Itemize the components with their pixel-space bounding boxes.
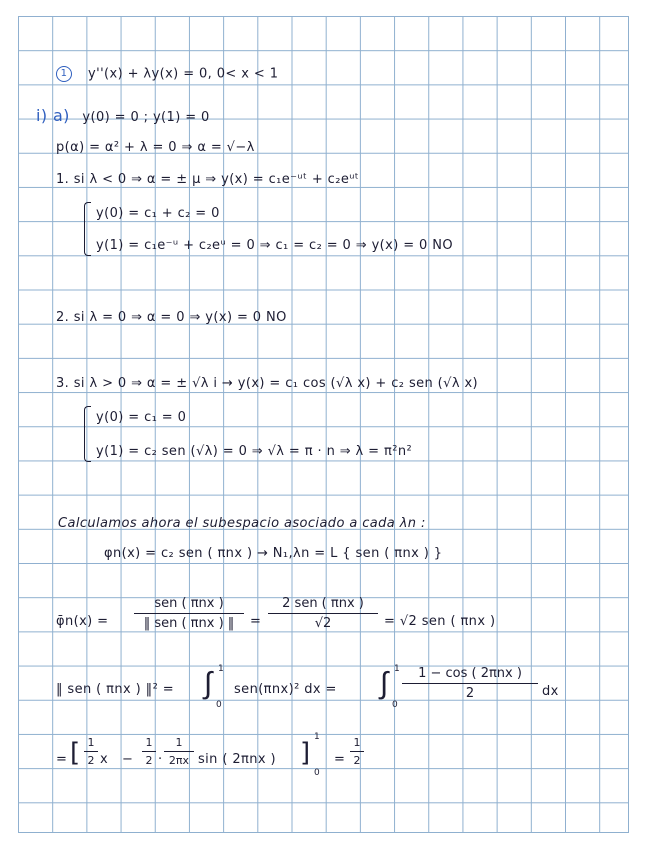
final-equals: =	[56, 752, 68, 767]
case3-system-line2: y(1) = c₂ sen (√λ) = 0 ⇒ √λ = π · n ⇒ λ = π²n²	[96, 444, 413, 459]
integral-sign-1: ∫	[204, 666, 213, 701]
problem-number-badge: 1	[56, 66, 72, 82]
problem-line	[56, 66, 278, 82]
final-result-numerator: 1	[353, 736, 361, 749]
ode-equation: y''(x) + λy(x) = 0, 0< x < 1	[88, 66, 279, 82]
subspace-intro: Calculamos ahora el subespacio asociado a cada λn :	[58, 516, 426, 531]
final-result-fraction	[350, 736, 364, 767]
case1-bracket	[84, 202, 91, 256]
left-bracket: [	[70, 738, 81, 768]
final-x: x	[100, 752, 108, 767]
final-term2a-fraction	[142, 736, 156, 767]
boundary-line	[36, 106, 210, 125]
final-term2b-bar	[164, 751, 194, 752]
final-result-bar	[350, 751, 364, 752]
final-term1-denominator: 2	[87, 754, 95, 767]
normalized-lhs: φ̄n(x) =	[56, 614, 109, 629]
final-term2a-bar	[142, 751, 156, 752]
frac1-bar	[134, 613, 244, 614]
eval-lower-limit: 0	[314, 768, 320, 778]
right-bracket: ]	[300, 738, 311, 768]
final-term2a-denominator: 2	[145, 754, 153, 767]
frac2-numerator: 2 sen ( πnx )	[282, 596, 364, 611]
integral-fraction	[402, 666, 538, 701]
integral2-lower-limit: 0	[392, 700, 398, 710]
equals-sign-1: =	[250, 614, 261, 629]
case3-header: 3. si λ > 0 ⇒ α = ± √λ i → y(x) = c₁ cos (√λ x) + c₂ sen (√λ x)	[56, 376, 479, 391]
final-dot: ·	[158, 752, 163, 767]
integral-middle: sen(πnx)² dx =	[234, 682, 337, 697]
frac2-bar	[268, 613, 378, 614]
part-label: i) a)	[36, 106, 70, 125]
final-term1-numerator: 1	[87, 736, 95, 749]
final-term2b-numerator: 1	[175, 736, 183, 749]
normalization-fraction-1	[134, 596, 244, 631]
final-term1-bar	[84, 751, 98, 752]
integral-lhs: ‖ sen ( πnx ) ‖² =	[56, 682, 175, 697]
integral2-upper-limit: 1	[394, 664, 400, 674]
integral-sign-2: ∫	[380, 666, 389, 701]
final-minus: −	[122, 752, 133, 767]
frac1-denominator: ‖ sen ( πnx ) ‖	[143, 616, 235, 631]
case2-line: 2. si λ = 0 ⇒ α = 0 ⇒ y(x) = 0 NO	[56, 310, 287, 325]
case1-header: 1. si λ < 0 ⇒ α = ± μ ⇒ y(x) = c₁e⁻ᵘᵗ + c₂eᵘᵗ	[56, 172, 360, 187]
frac1-numerator: sen ( πnx )	[154, 596, 224, 611]
integral1-upper-limit: 1	[218, 664, 224, 674]
eigenfunction-line: φn(x) = c₂ sen ( πnx ) → N₁,λn = L { sen ( πnx ) }	[104, 546, 443, 561]
integral-frac-denominator: 2	[465, 686, 475, 701]
grid-paper-page	[18, 16, 629, 833]
integral-frac-numerator: 1 − cos ( 2πnx )	[418, 666, 522, 681]
integral1-lower-limit: 0	[216, 700, 222, 710]
final-term1-fraction	[84, 736, 98, 767]
case3-system-line1: y(0) = c₁ = 0	[96, 410, 187, 425]
final-result-denominator: 2	[353, 754, 361, 767]
boundary-conditions: y(0) = 0 ; y(1) = 0	[82, 110, 210, 125]
final-term2a-numerator: 1	[145, 736, 153, 749]
final-result-equals: =	[334, 752, 345, 767]
frac2-denominator: √2	[314, 616, 332, 631]
case1-system-line2: y(1) = c₁e⁻ᵘ + c₂eᵘ = 0 ⇒ c₁ = c₂ = 0 ⇒ y(x) = 0 NO	[96, 238, 454, 253]
final-term2b-fraction	[164, 736, 194, 767]
integral-dx: dx	[542, 684, 559, 699]
characteristic-polynomial: p(α) = α² + λ = 0 ⇒ α = √−λ	[56, 140, 255, 155]
case3-bracket	[84, 406, 91, 462]
eval-upper-limit: 1	[314, 732, 320, 742]
case1-system-line1: y(0) = c₁ + c₂ = 0	[96, 206, 220, 221]
final-term2b-denominator: 2πx	[168, 754, 190, 767]
normalization-fraction-2	[268, 596, 378, 631]
integral-frac-bar	[402, 683, 538, 684]
final-sin: sin ( 2πnx )	[198, 752, 276, 767]
normalized-result: = √2 sen ( πnx )	[384, 614, 496, 629]
